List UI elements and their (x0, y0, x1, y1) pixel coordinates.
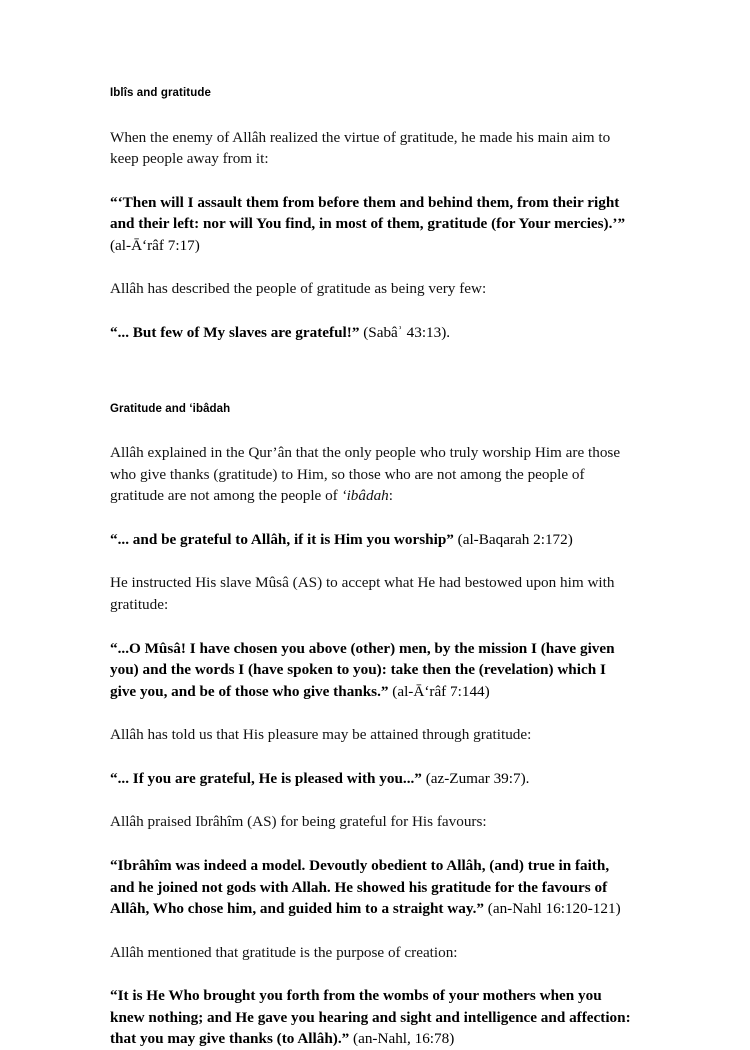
scripture-quote (110, 985, 632, 1050)
quote-text: “It is He Who brought you forth from the wombs of your mothers when you knew nothing; and He gave you hearing and sight and intelligence and affection: that you may give thanks (to Allâh).” (110, 987, 631, 1048)
scripture-quote (110, 192, 632, 257)
quote-citation: (al-Āʻrâf 7:17) (110, 236, 200, 254)
paragraph: Allâh has described the people of gratitude as being very few: (110, 280, 487, 298)
section-heading-gratitude-ibadah: Gratitude and ʻibâdah (110, 402, 231, 415)
quote-citation: (Sabâʾ 43:13). (363, 323, 451, 341)
quote-text: “... If you are grateful, He is pleased with you...” (110, 769, 422, 787)
paragraph: Allâh praised Ibrâhîm (AS) for being grateful for His favours: (110, 813, 487, 831)
scripture-quote (110, 855, 632, 920)
paragraph-text-before: Allâh explained in the Qur’ân that the only people who truly worship Him are those who give thanks (gratitude) to Him, so those who are not among the people of gratitude are not among the people of (110, 444, 621, 505)
scripture-quote (110, 529, 632, 551)
scripture-quote (110, 322, 632, 344)
quote-citation: (al-Baqarah 2:172) (457, 530, 573, 548)
quote-citation: (al-Āʻrâf 7:144) (392, 682, 490, 700)
quote-citation: (an-Nahl 16:120-121) (487, 900, 621, 918)
paragraph: Allâh mentioned that gratitude is the purpose of creation: (110, 943, 458, 961)
document-body (110, 86, 632, 1050)
paragraph-italic-term: ʻibâdah (341, 487, 389, 505)
quote-citation: (az-Zumar 39:7). (425, 769, 530, 787)
quote-text: “‘Then will I assault them from before them and behind them, from their right and their left: nor will You find, in most of them, gratitude (for Your mercies).’” (110, 193, 626, 233)
paragraph: Allâh has told us that His pleasure may be attained through gratitude: (110, 726, 532, 744)
paragraph-text-after: : (388, 487, 394, 505)
scripture-quote (110, 638, 632, 703)
paragraph (110, 442, 632, 507)
quote-citation: (an-Nahl, 16:78) (353, 1030, 455, 1048)
paragraph: He instructed His slave Mûsâ (AS) to accept what He had bestowed upon him with gratitude: (110, 574, 615, 613)
quote-text: “... and be grateful to Allâh, if it is Him you worship” (110, 530, 454, 548)
scripture-quote (110, 768, 632, 790)
quote-text: “...O Mûsâ! I have chosen you above (other) men, by the mission I (have given you) and the words I (have spoken to you): take then the (revelation) which I give you, and be of those who give thanks.” (110, 639, 615, 700)
paragraph: When the enemy of Allâh realized the virtue of gratitude, he made his main aim to keep people away from it: (110, 128, 611, 168)
quote-text: “... But few of My slaves are grateful!” (110, 323, 360, 341)
quote-text: “Ibrâhîm was indeed a model. Devoutly obedient to Allâh, (and) true in faith, and he joined not gods with Allah. He showed his gratitude for the favours of Allâh, Who chose him, and guided him to a straight way.” (110, 857, 610, 918)
section-heading-iblis: Iblîs and gratitude (110, 87, 211, 99)
